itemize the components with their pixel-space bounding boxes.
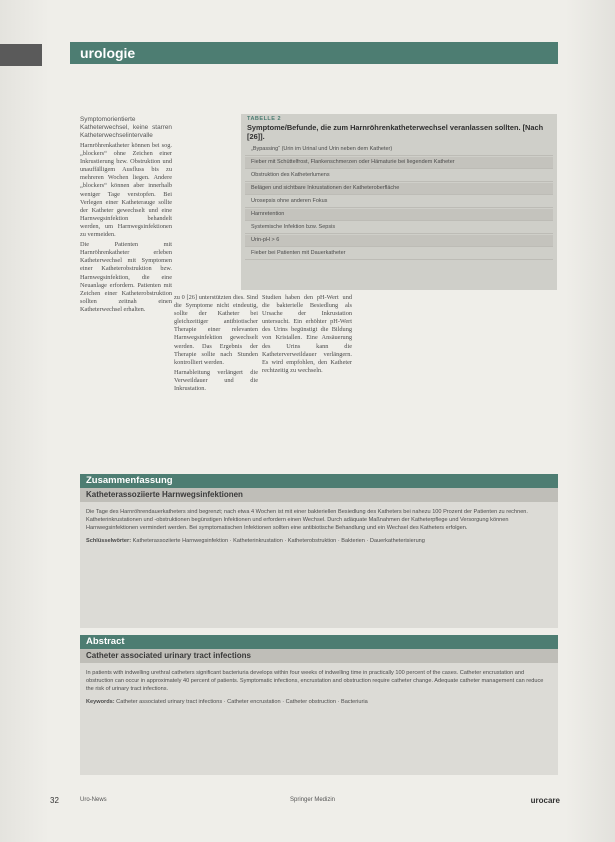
page-footer — [40, 796, 560, 808]
section-title: urologie — [80, 45, 136, 61]
left-column — [80, 142, 172, 464]
table-row: Systemische Infektion bzw. Sepsis — [245, 222, 553, 234]
keywords-list: Katheterassoziierte Harnwegsinfektion · Katheterinkrustation · Katheterobstruktion · Bakterien · Dauerkatheterisierung — [132, 537, 425, 544]
left-column-heading: Symptomorientierte Katheterwechsel, keine starren Katheterwechselintervalle — [80, 116, 172, 139]
table-row: Fieber mit Schüttelfrost, Flankenschmerzen oder Hämaturie bei liegendem Katheter — [245, 157, 553, 169]
table-row: Fieber bei Patienten mit Dauerkatheter — [245, 248, 553, 260]
middle-paragraph-2: Harnableitung verlängert die Verweildauer und die Inkrustation. — [174, 368, 258, 393]
abstract-subtitle: Catheter associated urinary tract infections — [86, 651, 251, 660]
summary-keywords — [86, 537, 552, 545]
journal-name: Uro-News — [80, 797, 107, 803]
summary-body — [80, 502, 558, 628]
keywords-label: Schlüsselwörter: — [86, 537, 132, 544]
left-paragraph-1: Harnröhrenkatheter können bei sog. „blockers“ ohne Zeichen einer Inkrustierung bzw. Obstruktion und unauffälligem Ausfluss bis zu mehreren Wochen liegen. Andere „blockers“ können aber innerhalb weniger Tage verstopfen. Bei Verlegen einer Katheterauge sollte der Katheter gewechselt und eine Harnwegsinfektion behandelt werden, um Harnwegsinfektionen zu vermeiden. — [80, 142, 172, 239]
publisher-name: Springer Medizin — [290, 797, 336, 803]
abstract-title: Abstract — [86, 636, 125, 647]
corner-marker — [0, 44, 42, 66]
section-header — [70, 42, 558, 64]
abstract-subheader — [80, 649, 558, 663]
summary-subtitle: Katheterassoziierte Harnwegsinfektionen — [86, 490, 243, 499]
summary-title: Zusammenfassung — [86, 475, 173, 486]
page-number: 32 — [50, 796, 59, 805]
abstract-text: In patients with indwelling urethral catheters significant bacteriuria develops within four weeks of indwelling time in practically 100 percent of the cases. Catheter encrustation and obstruction can occur in approximately 40 percent of patients. Symptomatic infections, encrustation and obstruction require catheter change. Adequate catheter management can reduce the risk of urinary tract infections. — [86, 670, 544, 693]
left-paragraph-2: Die Patienten mit Harnröhrenkatheter erleben Katheterwechsel mit Symptomen einer Katheterobstruktion bzw. Harnwegsinfektion, die eine Neuanlage erfordern. Patienten mit Zeichen einer Katheterobstruktion sollten zeitnah einen Katheterwechsel erhalten. — [80, 241, 172, 313]
middle-paragraph-1: zu 0 [26] unterstützten dies. Sind die Symptome nicht eindeutig, sollte der Katheter bei gleichzeitiger antibiotischer Therapie einer relevanten Harnwegsinfektion gewechselt werden. Das Ergebnis der Therapie sollte nach Stunden kontrolliert werden. — [174, 294, 258, 366]
abstract-keywords — [86, 698, 552, 706]
brand-logo: urocare — [530, 796, 560, 805]
table-title: Symptome/Befunde, die zum Harnröhrenkatheterwechsel veranlassen sollten. [Nach [26]]. — [247, 123, 544, 141]
right-column — [262, 294, 352, 470]
summary-text: Die Tage des Harnröhrendauerkatheters sind begrenzt; nach etwa 4 Wochen ist mit einer bakteriellen Besiedlung des Katheters bei nahezu 100 Prozent der Patienten zu rechnen. Katheterinkrustationen und -obstruktionen begünstigen Infektionen und erfordern einen Wechsel. Durch adäquate Maßnahmen der Katheterpflege und Versorgung können Harnwegsinfektionen vermindert werden. Bei symptomatischen Infektionen sollten eine antibiotische Behandlung und ein Wechsel des Katheters erfolgen. — [86, 509, 528, 532]
abstract-body — [80, 663, 558, 775]
keywords-list: Catheter associated urinary tract infections · Catheter encrustation · Catheter obstruction · Bacteriuria — [116, 698, 368, 705]
table-row: Harnretention — [245, 209, 553, 221]
right-paragraph: Studien haben den pH-Wert und die bakterielle Besiedlung als Ursache der Inkrustation untersucht. Ein erhöhter pH-Wert des Urins begünstigt die Bildung von Kristallen. Eine Ansäuerung des Urins kann die Katheterverweildauer verlängern. Es wird empfohlen, den Katheter rechtzeitig zu wechseln. — [262, 294, 352, 374]
info-table — [241, 114, 557, 290]
abstract-header — [80, 635, 558, 649]
table-row: Urosepsis ohne anderen Fokus — [245, 196, 553, 208]
summary-header — [80, 474, 558, 488]
summary-subheader — [80, 488, 558, 502]
middle-column — [174, 294, 258, 470]
table-row: „Bypassing“ (Urin im Urinal und Urin neben dem Katheter) — [245, 144, 553, 156]
table-label: TABELLE 2 — [247, 116, 282, 122]
table-row: Obstruktion des Katheterlumens — [245, 170, 553, 182]
table-row: Belägen und sichtbare Inkrustationen der Katheteroberfläche — [245, 183, 553, 195]
keywords-label: Keywords: — [86, 698, 115, 705]
table-row: Urin-pH > 6 — [245, 235, 553, 247]
